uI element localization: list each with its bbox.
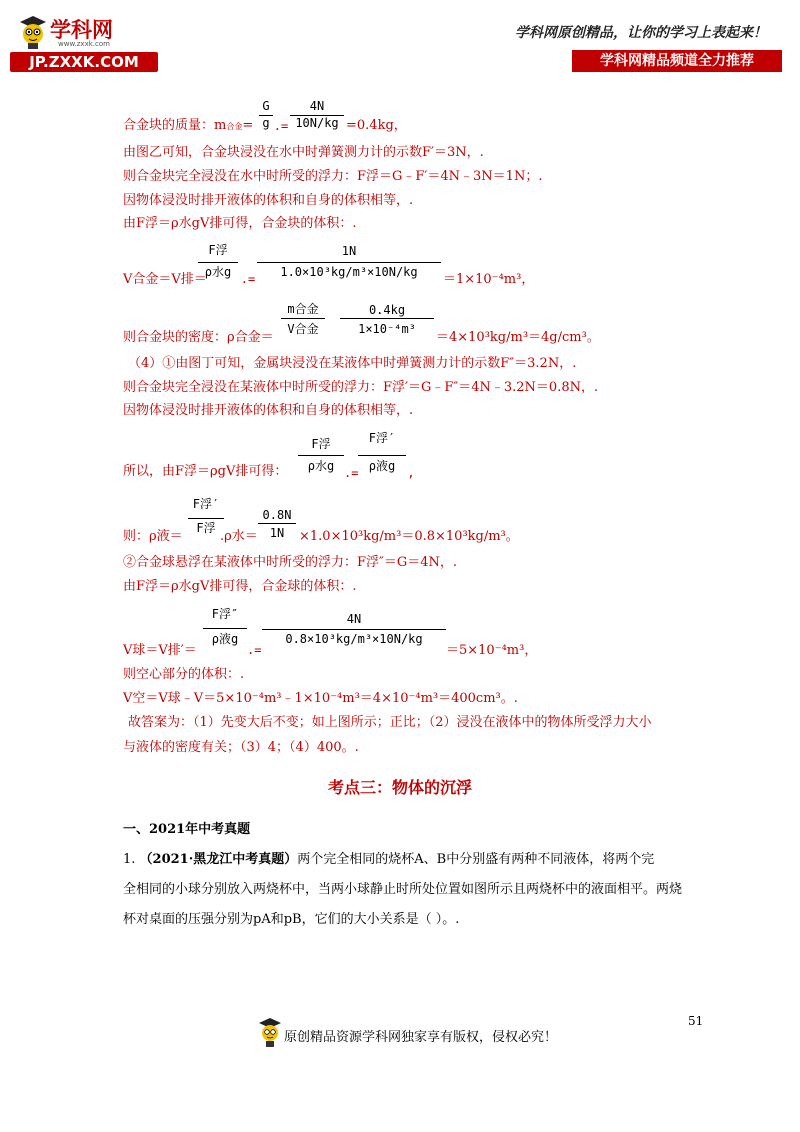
text-line-18: 故答案为：（1）先变大后不变；如上图所示；正比；（2）浸没在液体中的物体所受浮力大小 xyxy=(128,715,652,730)
text-line-2: 由图乙可知，合金块浸没在水中时弹簧测力计的示数F′＝3N，. xyxy=(123,145,484,160)
volume-frac1-den: ρ水g xyxy=(204,265,232,279)
vball-frac1-bar xyxy=(203,628,247,629)
section-title: 考点三：物体的沉浮 xyxy=(327,778,472,797)
question-block xyxy=(123,848,723,934)
vball-eq: .= xyxy=(247,643,262,657)
page-number: 51 xyxy=(688,1014,704,1028)
logo-url-badge: JP.ZXXK.COM xyxy=(10,52,158,72)
density-frac-den: 1×10⁻⁴m³ xyxy=(358,322,416,336)
rho-frac-den: 1N xyxy=(269,526,285,540)
text-line-10: 因物体浸没时排开液体的体积和自身的体积相等，. xyxy=(123,403,414,418)
text-line-19: 与液体的密度有关；（3）4；（4）400。. xyxy=(123,740,359,755)
question-line-3: 杯对桌面的压强分别为pA和pB，它们的大小关系是（ ）。. xyxy=(123,912,460,927)
so-frac1-num: F浮 xyxy=(311,437,331,451)
rho-frac1-num: F浮′ xyxy=(192,497,220,511)
so-frac1-bar xyxy=(298,455,344,456)
density-frac1-bar xyxy=(281,318,325,319)
density-result: ＝4×10³kg/m³＝4g/cm³。 xyxy=(436,330,600,345)
volume-frac-den: 1.0×10³kg/m³×10N/kg xyxy=(280,265,418,279)
rho-frac1-den: F浮 xyxy=(196,521,216,535)
text-line-4: 因物体浸没时排开液体的体积和自身的体积相等，. xyxy=(123,193,414,208)
rho-prefix: 则：ρ液＝ xyxy=(123,529,183,544)
question-line-1-text: 两个完全相同的烧杯A、B中分别盛有两种不同液体，将两个完 xyxy=(297,852,655,867)
logo-subtext: www.zxxk.com xyxy=(58,40,110,48)
question-line-1 xyxy=(123,848,723,874)
mass-eq2: .= xyxy=(273,119,289,133)
volume-frac-bar xyxy=(257,262,441,263)
vball-prefix: V球＝V排′＝ xyxy=(123,643,197,658)
text-line-8: （4）①由图丁可知，金属块浸没在某液体中时弹簧测力计的示数F″＝3.2N，. xyxy=(128,356,577,371)
question-number: 1. xyxy=(123,852,136,867)
so-frac1-den: ρ水g xyxy=(307,459,335,473)
mass-result: =0.4kg， xyxy=(346,118,407,133)
header xyxy=(0,0,800,80)
text-line-5: 由F浮＝ρ水gV排可得，合金块的体积：. xyxy=(123,216,357,231)
so-prefix: 所以，由F浮＝ρgV排可得： xyxy=(123,464,288,479)
mass-frac-g-num: G xyxy=(262,99,270,113)
volume-frac-num: 1N xyxy=(341,244,357,258)
rho-result: ×1.0×10³kg/m³＝0.8×10³kg/m³。 xyxy=(299,529,519,544)
volume-frac1-bar xyxy=(198,262,238,263)
volume-prefix: V合金＝V排＝ xyxy=(123,272,207,287)
header-banner: 学科网精品频道全力推荐 xyxy=(572,50,782,72)
vball-frac-num: 4N xyxy=(346,612,362,626)
text-line-16: 则空心部分的体积：. xyxy=(123,667,245,682)
rho-frac1-bar xyxy=(188,518,224,519)
vball-frac1-num: F浮″ xyxy=(211,607,239,621)
so-frac2-num: F浮′ xyxy=(368,431,396,445)
question-source-tag: （2021·黑龙江中考真题） xyxy=(139,852,298,867)
density-frac-num: 0.4kg xyxy=(368,303,406,317)
vball-frac-den: 0.8×10³kg/m³×10N/kg xyxy=(285,632,423,646)
text-line-9: 则合金块完全浸没在某液体中时所受的浮力：F浮′＝G﹣F″＝4N﹣3.2N＝0.8N，. xyxy=(123,380,599,395)
mass-prefix: 合金块的质量：m xyxy=(123,118,227,133)
logo-mascot-icon xyxy=(18,14,48,50)
mass-line xyxy=(123,118,253,135)
footer-copyright: 原创精品资源学科网独家享有版权，侵权必究！ xyxy=(284,1030,558,1045)
vball-result: ＝5×10⁻⁴m³， xyxy=(446,643,538,658)
rho-frac-bar xyxy=(258,523,296,524)
density-frac1-den: V合金 xyxy=(287,322,319,336)
mass-eq: = xyxy=(242,118,254,133)
question-line-2: 全相同的小球分别放入两烧杯中，当两小球静止时所处位置如图所示且两烧杯中的液面相平。两烧 xyxy=(123,882,683,897)
mass-frac-num: 4N xyxy=(309,99,325,113)
volume-frac1-num: F浮 xyxy=(208,243,228,257)
mass-frac-den: 10N/kg xyxy=(295,116,339,130)
so-eq: .= xyxy=(344,466,359,480)
density-frac-bar xyxy=(340,318,434,319)
logo-text: 学科网 xyxy=(50,18,113,42)
text-line-13: ②合金球悬浮在某液体中时所受的浮力：F浮″＝G＝4N，. xyxy=(123,555,458,570)
so-frac2-den: ρ液g xyxy=(368,459,396,473)
text-line-17: V空＝V球﹣V＝5×10⁻⁴m³﹣1×10⁻⁴m³＝4×10⁻⁴m³＝400cm³。. xyxy=(123,691,518,706)
header-slogan: 学科网原创精品，让你的学习上表起来！ xyxy=(515,25,767,41)
density-frac1-num: m合金 xyxy=(287,302,319,316)
so-comma: , xyxy=(407,466,415,480)
volume-eq: .= xyxy=(240,272,256,286)
vball-frac-bar xyxy=(262,629,446,630)
mass-frac-g-den: g xyxy=(262,116,270,130)
volume-result: ＝1×10⁻⁴m³， xyxy=(443,272,535,287)
density-prefix: 则合金块的密度：ρ合金＝ xyxy=(123,330,274,345)
vball-frac1-den: ρ液g xyxy=(211,632,239,646)
subsection-title: 一、2021年中考真题 xyxy=(123,822,251,837)
text-line-3: 则合金块完全浸没在水中时所受的浮力：F浮＝G﹣F′＝4N﹣3N＝1N；. xyxy=(123,169,543,184)
so-frac2-bar xyxy=(358,455,406,456)
rho-frac-num: 0.8N xyxy=(262,508,292,522)
text-line-14: 由F浮＝ρ水gV排可得，合金球的体积：. xyxy=(123,579,357,594)
mass-sub: 合金 xyxy=(226,122,243,131)
rho-mid: .ρ水＝ xyxy=(220,529,258,544)
footer-mascot-icon xyxy=(258,1016,282,1048)
